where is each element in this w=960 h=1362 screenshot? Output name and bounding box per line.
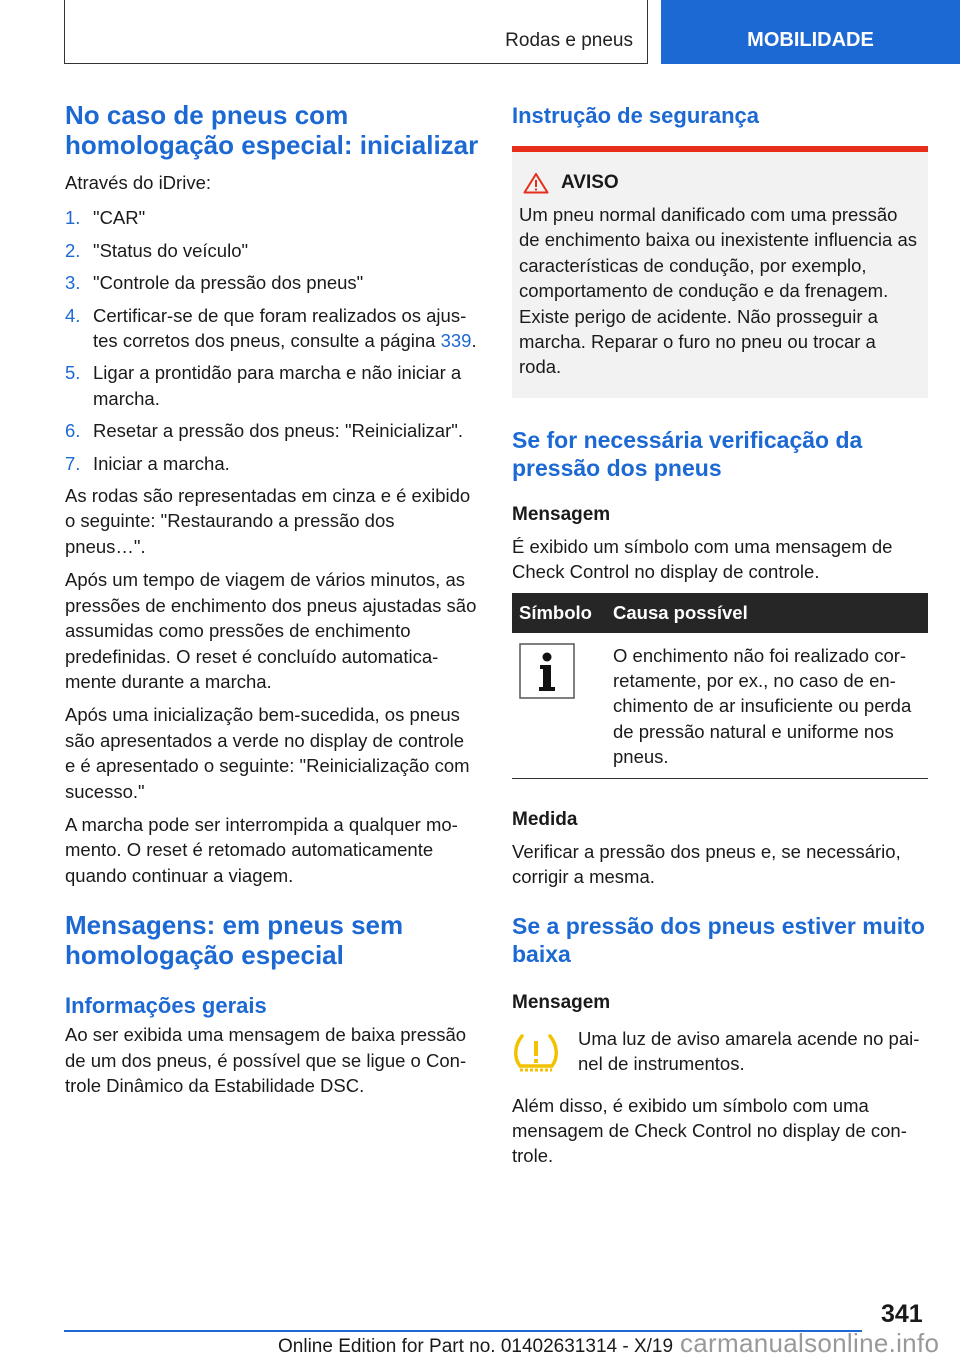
paragraph: As rodas são representadas em cinza e é exibido o seguinte: "Restaurando a pressão dos pneus…". [65,485,471,557]
list-item: 3. "Controle da pressão dos pneus" [65,272,364,294]
right-column [512,100,928,1177]
subheading-check-pressure: Se for necessária verificação da pressão dos pneus [512,426,863,481]
list-item: 1. "CAR" [65,207,146,229]
table-header-symbol: Símbolo [512,593,606,633]
measure-text: Verificar a pressão dos pneus e, se necessário, corrigir a mesma. [512,840,901,888]
list-item: 7. Iniciar a marcha. [65,452,230,474]
tire-pressure-warning-icon [512,1032,560,1074]
page-link[interactable]: 339 [440,330,472,352]
list-item: 2. "Status do veículo" [65,239,249,261]
message-text: É exibido um símbolo com uma mensagem de Check Control no display de controle. [512,535,893,583]
warning-text: Um pneu normal danificado com uma pressão de enchimento baixa ou inexistente influencia as características de condução, por exemplo, comportamento de condução e da frenagem. Existe perigo de acidente. Não prosseguir a marcha. Reparar o furo no pneu ou trocar a roda. [519,204,918,378]
left-column [65,100,479,1106]
list-item: 4. Certificar-se de que foram realizados os ajustes corretos dos pneus, consulte a página 339. [65,304,477,352]
header-section-title: Rodas e pneus [505,30,633,51]
subheading-general: Informações gerais [65,993,267,1019]
table-header-cause: Causa possível [606,593,928,633]
subheading-safety: Instrução de segurança [512,103,759,128]
paragraph: Além disso, é exibido um símbolo com uma mensagem de Check Control no display de controle. [512,1094,907,1167]
warning-triangle-icon [523,172,549,194]
chapter-tab[interactable]: MOBILIDADE [661,0,960,64]
intro-text: Através do iDrive: [65,172,211,193]
subheading-low-pressure: Se a pressão dos pneus estiver muito baixa [512,912,925,967]
lamp-message [512,1026,928,1079]
paragraph: Ao ser exibida uma mensagem de baixa pressão de um dos pneus, é possível que se ligue o Controle Dinâmico da Estabilidade DSC. [65,1024,467,1096]
section-heading-messages: Mensagens: em pneus sem homologação especial [65,910,404,971]
warning-box [512,146,928,398]
symbol-table [512,593,928,779]
table-cell-cause: O enchimento não foi realizado corretamente, por ex., no caso de enchimento de ar insuficiente ou perda de pressão natural e uniforme nos pneus. [606,633,928,779]
paragraph: Após uma inicialização bem-sucedida, os pneus são apresentados a verde no display de controle e é apresentado o seguinte: "Reinicialização com sucesso." [65,704,470,802]
measure-heading: Medida [512,808,578,830]
list-item: 6. Resetar a pressão dos pneus: "Reinicializar". [65,420,463,442]
paragraph: A marcha pode ser interrompida a qualquer momento. O reset é retomado automaticamente quando continuar a viagem. [65,813,458,886]
header-frame [64,0,648,64]
section-heading-init: No caso de pneus com homologação especial: inicializar [65,100,479,160]
info-icon [519,643,575,699]
edition-text: Online Edition for Part no. 01402631314 - X/19 [278,1336,674,1357]
watermark: carmanualsonline.info [680,1328,940,1358]
table-row [512,633,928,779]
paragraph: Após um tempo de viagem de vários minutos, as pressões de enchimento dos pneus ajustadas são assumidas como pressões de enchimento predefinidas. O reset é concluído automaticamente durante a marcha. [65,569,477,692]
lamp-text: Uma luz de aviso amarela acende no painel de instrumentos. [578,1027,920,1074]
message-heading: Mensagem [512,503,611,525]
page-number: 341 [881,1300,923,1328]
message-heading-2: Mensagem [512,991,611,1013]
warning-title: AVISO [561,172,619,193]
steps-list [65,205,479,476]
list-item: 5. Ligar a prontidão para marcha e não iniciar a marcha. [65,362,462,409]
